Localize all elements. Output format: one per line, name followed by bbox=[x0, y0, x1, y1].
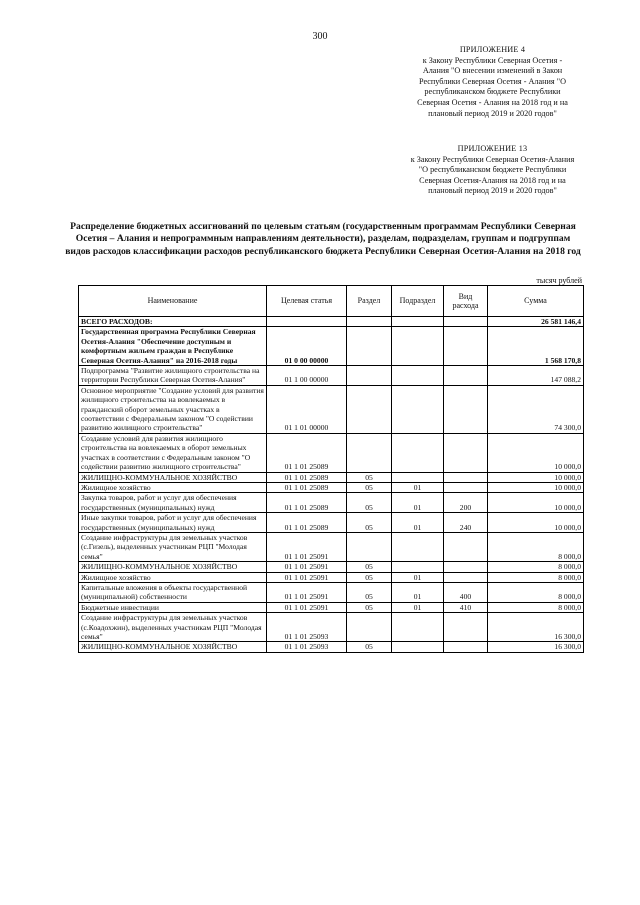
cell-expense-type: 200 bbox=[444, 493, 488, 513]
cell-subsection: 01 bbox=[392, 482, 444, 492]
cell-name: Государственная программа Республики Северная Осетия-Алания "Обеспечение доступным и комфортным жильем граждан в Республике Северная Осетия-Алания" на 2016-2018 годы bbox=[79, 327, 267, 366]
appendix-4-line: Алания "О внесении изменений в Закон bbox=[422, 66, 563, 76]
cell-name: Создание инфраструктуры для земельных участков (с.Коадохжин), выделенных участникам РЦП "Молодая семья" bbox=[79, 613, 267, 642]
table-header-row bbox=[79, 286, 584, 317]
cell-expense-type bbox=[444, 366, 488, 386]
cell-amount: 8 000,0 bbox=[488, 602, 584, 612]
table-row bbox=[79, 642, 584, 652]
cell-expense-type: 240 bbox=[444, 513, 488, 533]
cell-name: Жилищное хозяйство bbox=[79, 482, 267, 492]
cell-target: 01 1 01 25091 bbox=[267, 562, 347, 572]
cell-subsection bbox=[392, 613, 444, 642]
cell-section bbox=[347, 385, 392, 433]
cell-section: 05 bbox=[347, 513, 392, 533]
cell-subsection bbox=[392, 433, 444, 472]
cell-section: 05 bbox=[347, 472, 392, 482]
unit-label: тысяч рублей bbox=[536, 276, 582, 285]
cell-target: 01 1 01 25093 bbox=[267, 613, 347, 642]
cell-subsection bbox=[392, 562, 444, 572]
appendix-4-heading: ПРИЛОЖЕНИЕ 4 bbox=[459, 45, 526, 54]
cell-amount: 10 000,0 bbox=[488, 472, 584, 482]
cell-target: 01 1 01 25089 bbox=[267, 493, 347, 513]
cell-subsection bbox=[392, 366, 444, 386]
header-amount: Сумма bbox=[488, 286, 584, 317]
header-target: Целевая статья bbox=[267, 286, 347, 317]
cell-amount: 147 088,2 bbox=[488, 366, 584, 386]
document-title: Распределение бюджетных ассигнований по целевым статьям (государственным программам Республики Северная Осетия – Алания и непрограммным направлениям деятельности), разделам, подразделам, группам и подгруппам видов расходов классификации расходов республиканского бюджета Республики Северная Осетия-Алания на 2018 год bbox=[65, 221, 581, 257]
cell-section bbox=[347, 433, 392, 472]
budget-table bbox=[78, 285, 584, 653]
table-row bbox=[79, 327, 584, 366]
cell-target: 01 1 01 00000 bbox=[267, 385, 347, 433]
cell-amount: 74 300,0 bbox=[488, 385, 584, 433]
page-number: 300 bbox=[312, 31, 328, 42]
cell-name: ЖИЛИЩНО-КОММУНАЛЬНОЕ ХОЗЯЙСТВО bbox=[79, 472, 267, 482]
cell-name: ЖИЛИЩНО-КОММУНАЛЬНОЕ ХОЗЯЙСТВО bbox=[79, 562, 267, 572]
cell-amount: 16 300,0 bbox=[488, 613, 584, 642]
cell-name: Иные закупки товаров, работ и услуг для обеспечения государственных (муниципальных) нужд bbox=[79, 513, 267, 533]
cell-section bbox=[347, 317, 392, 327]
cell-name: Закупка товаров, работ и услуг для обеспечения государственных (муниципальных) нужд bbox=[79, 493, 267, 513]
table-row bbox=[79, 602, 584, 612]
appendix-13-line: плановый период 2019 и 2020 годов" bbox=[428, 186, 557, 196]
appendix-4-line: Северная Осетия - Алания на 2018 год и на bbox=[417, 97, 568, 107]
cell-target: 01 1 01 25091 bbox=[267, 532, 347, 561]
cell-subsection: 01 bbox=[392, 582, 444, 602]
cell-section: 05 bbox=[347, 582, 392, 602]
cell-subsection bbox=[392, 385, 444, 433]
appendix-13-line: к Закону Республики Северная Осетия-Алания bbox=[410, 154, 575, 164]
cell-section: 05 bbox=[347, 602, 392, 612]
cell-target: 01 1 01 25093 bbox=[267, 642, 347, 652]
appendix-4-line: республиканском бюджете Республики bbox=[424, 87, 561, 97]
cell-section bbox=[347, 366, 392, 386]
cell-section bbox=[347, 327, 392, 366]
cell-expense-type bbox=[444, 327, 488, 366]
cell-section: 05 bbox=[347, 562, 392, 572]
table-row bbox=[79, 562, 584, 572]
appendix-4-line: Республики Северная Осетия - Алания "О bbox=[419, 76, 566, 86]
cell-amount: 10 000,0 bbox=[488, 433, 584, 472]
cell-target: 01 1 01 25089 bbox=[267, 433, 347, 472]
cell-section: 05 bbox=[347, 642, 392, 652]
cell-subsection bbox=[392, 472, 444, 482]
cell-subsection bbox=[392, 317, 444, 327]
cell-expense-type: 410 bbox=[444, 602, 488, 612]
cell-name: Подпрограмма "Развитие жилищного строительства на территории Республики Северная Осетия-Алания" bbox=[79, 366, 267, 386]
cell-amount: 16 300,0 bbox=[488, 642, 584, 652]
cell-expense-type bbox=[444, 642, 488, 652]
cell-target bbox=[267, 317, 347, 327]
cell-subsection bbox=[392, 532, 444, 561]
cell-target: 01 1 01 25089 bbox=[267, 482, 347, 492]
cell-expense-type bbox=[444, 572, 488, 582]
table-row bbox=[79, 482, 584, 492]
table-row bbox=[79, 385, 584, 433]
cell-amount: 1 568 170,8 bbox=[488, 327, 584, 366]
cell-name: Жилищное хозяйство bbox=[79, 572, 267, 582]
cell-section: 05 bbox=[347, 493, 392, 513]
header-name: Наименование bbox=[79, 286, 267, 317]
cell-expense-type bbox=[444, 613, 488, 642]
cell-subsection: 01 bbox=[392, 602, 444, 612]
table-row bbox=[79, 433, 584, 472]
cell-name: Создание условий для развития жилищного строительства на вовлекаемых в оборот земельных участках в соответствии с Федеральным законом "О содействии развитию жилищного строительства" bbox=[79, 433, 267, 472]
cell-expense-type bbox=[444, 472, 488, 482]
cell-section: 05 bbox=[347, 482, 392, 492]
cell-name: ЖИЛИЩНО-КОММУНАЛЬНОЕ ХОЗЯЙСТВО bbox=[79, 642, 267, 652]
header-section: Раздел bbox=[347, 286, 392, 317]
cell-amount: 8 000,0 bbox=[488, 572, 584, 582]
cell-subsection: 01 bbox=[392, 572, 444, 582]
cell-expense-type bbox=[444, 482, 488, 492]
cell-amount: 26 581 146,4 bbox=[488, 317, 584, 327]
appendix-4-line: плановый период 2019 и 2020 годов" bbox=[428, 108, 557, 118]
cell-target: 01 1 01 25091 bbox=[267, 572, 347, 582]
table-row bbox=[79, 366, 584, 386]
table-row bbox=[79, 493, 584, 513]
cell-name: Капитальные вложения в объекты государственной (муниципальной) собственности bbox=[79, 582, 267, 602]
appendix-13-line: Северная Осетия-Алания на 2018 год и на bbox=[419, 175, 566, 185]
table-row bbox=[79, 572, 584, 582]
table-row bbox=[79, 613, 584, 642]
cell-subsection: 01 bbox=[392, 493, 444, 513]
cell-target: 01 1 01 25089 bbox=[267, 472, 347, 482]
cell-name: Основное мероприятие "Создание условий для развития жилищного строительства на вовлекаемых в гражданский оборот земельных участках в соответствии с Федеральным законом "О содействии развитию жилищного строительства" bbox=[79, 385, 267, 433]
cell-expense-type: 400 bbox=[444, 582, 488, 602]
cell-amount: 10 000,0 bbox=[488, 482, 584, 492]
cell-target: 01 1 00 00000 bbox=[267, 366, 347, 386]
cell-amount: 10 000,0 bbox=[488, 513, 584, 533]
cell-amount: 8 000,0 bbox=[488, 532, 584, 561]
appendix-13-heading: ПРИЛОЖЕНИЕ 13 bbox=[457, 144, 528, 153]
cell-target: 01 1 01 25089 bbox=[267, 513, 347, 533]
cell-expense-type bbox=[444, 562, 488, 572]
cell-expense-type bbox=[444, 532, 488, 561]
appendix-13-line: "О республиканском бюджете Республики bbox=[418, 165, 567, 175]
cell-amount: 8 000,0 bbox=[488, 562, 584, 572]
cell-target: 01 0 00 00000 bbox=[267, 327, 347, 366]
cell-section: 05 bbox=[347, 572, 392, 582]
table-row bbox=[79, 317, 584, 327]
appendix-4-block bbox=[405, 45, 580, 119]
table-row bbox=[79, 582, 584, 602]
cell-subsection: 01 bbox=[392, 513, 444, 533]
cell-section bbox=[347, 532, 392, 561]
table-row bbox=[79, 532, 584, 561]
cell-expense-type bbox=[444, 385, 488, 433]
cell-amount: 8 000,0 bbox=[488, 582, 584, 602]
appendix-13-block bbox=[405, 144, 580, 197]
cell-name: Создание инфраструктуры для земельных участков (с.Гизель), выделенных участникам РЦП "Молодая семья" bbox=[79, 532, 267, 561]
cell-target: 01 1 01 25091 bbox=[267, 602, 347, 612]
cell-target: 01 1 01 25091 bbox=[267, 582, 347, 602]
cell-name: ВСЕГО РАСХОДОВ: bbox=[79, 317, 267, 327]
cell-expense-type bbox=[444, 433, 488, 472]
cell-subsection bbox=[392, 642, 444, 652]
table-row bbox=[79, 472, 584, 482]
cell-name: Бюджетные инвестиции bbox=[79, 602, 267, 612]
cell-subsection bbox=[392, 327, 444, 366]
header-expense-type: Вид расхода bbox=[444, 286, 488, 317]
cell-amount: 10 000,0 bbox=[488, 493, 584, 513]
header-subsection: Подраздел bbox=[392, 286, 444, 317]
cell-expense-type bbox=[444, 317, 488, 327]
cell-section bbox=[347, 613, 392, 642]
table-row bbox=[79, 513, 584, 533]
appendix-4-line: к Закону Республики Северная Осетия - bbox=[422, 55, 563, 65]
